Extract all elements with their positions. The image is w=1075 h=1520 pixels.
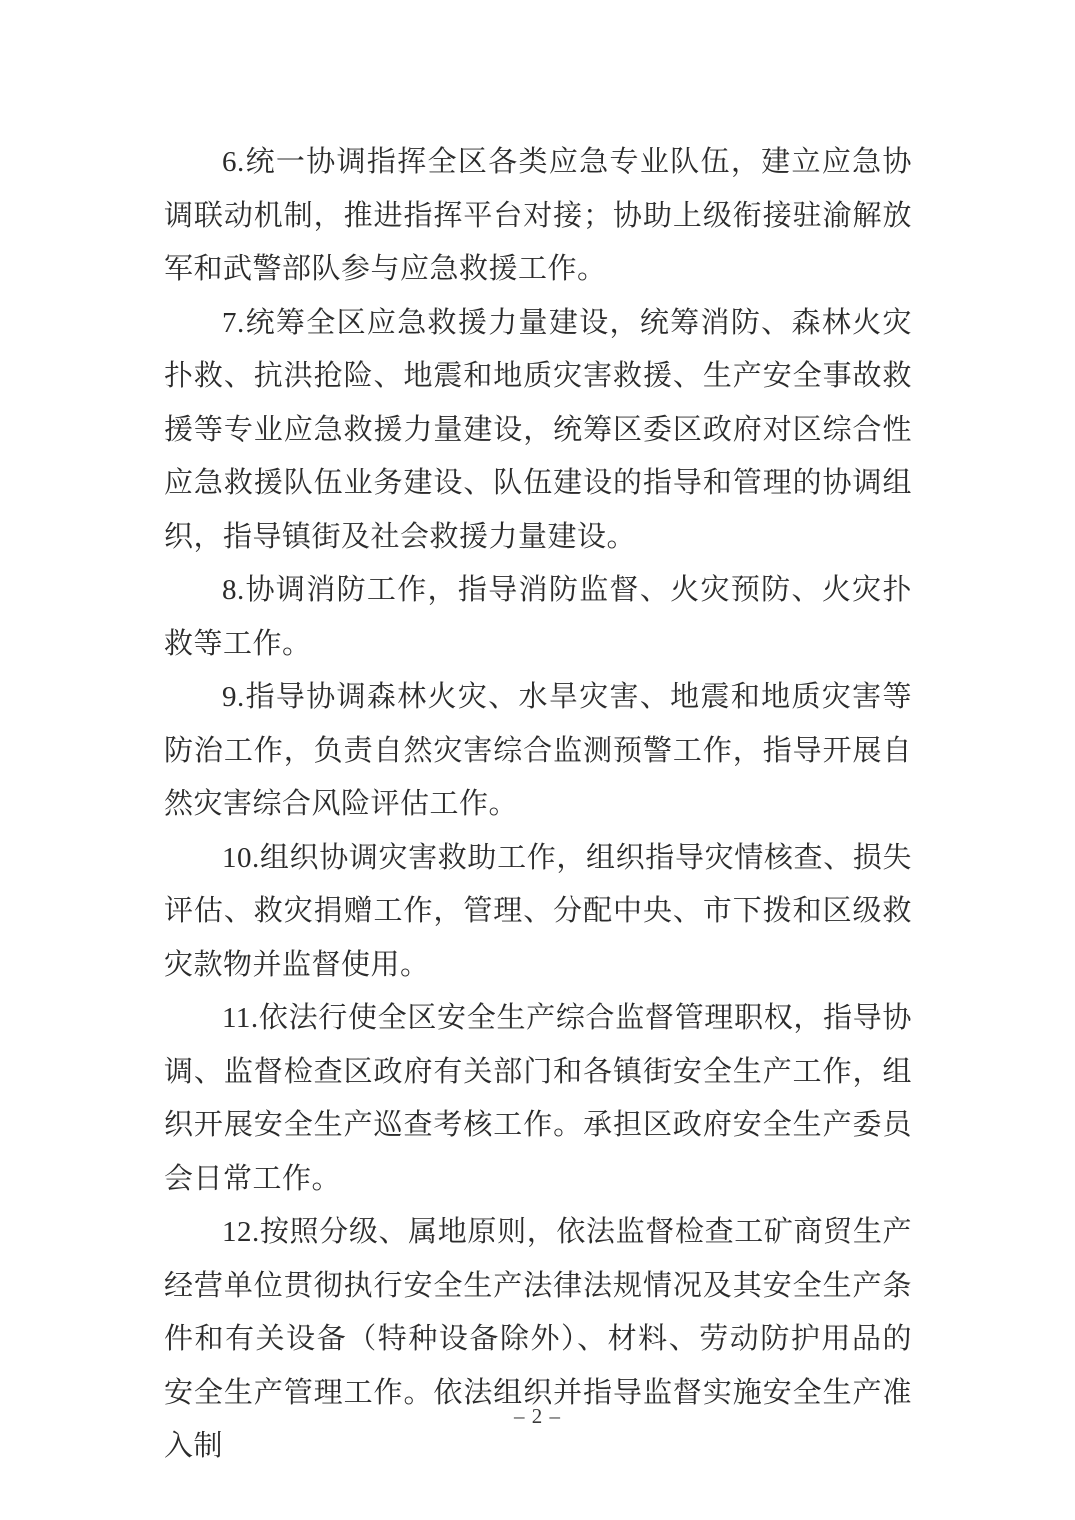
paragraph-item-11: 11.依法行使全区安全生产综合监督管理职权，指导协调、监督检查区政府有关部门和各镇街安全生产工作，组织开展安全生产巡查考核工作。承担区政府安全生产委员会日常工作。 [164,1002,912,1195]
paragraph-item-7: 7.统筹全区应急救援力量建设，统筹消防、森林火灾扑救、抗洪抢险、地震和地质灾害救援、生产安全事故救援等专业应急救援力量建设，统筹区委区政府对区综合性应急救援队伍业务建设、队伍建设的指导和管理的协调组织，指导镇街及社会救援力量建设。 [164,306,912,553]
paragraph-item-6: 6.统一协调指挥全区各类应急专业队伍，建立应急协调联动机制，推进指挥平台对接；协助上级衔接驻渝解放军和武警部队参与应急救援工作。 [164,146,912,285]
paragraph-item-12: 12.按照分级、属地原则，依法监督检查工矿商贸生产经营单位贯彻执行安全生产法律法规情况及其安全生产条件和有关设备（特种设备除外）、材料、劳动防护用品的安全生产管理工作。依法组织并指导监督实施安全生产准入制 [164,1216,912,1462]
paragraph-item-10: 10.组织协调灾害救助工作，组织指导灾情核查、损失评估、救灾捐赠工作，管理、分配中央、市下拨和区级救灾款物并监督使用。 [164,841,912,981]
paragraph-item-9: 9.指导协调森林火灾、水旱灾害、地震和地质灾害等防治工作，负责自然灾害综合监测预警工作，指导开展自然灾害综合风险评估工作。 [164,681,912,820]
page-number: – 2 – [514,1404,561,1428]
document-body [164,136,912,1474]
paragraph-item-8: 8.协调消防工作，指导消防监督、火灾预防、火灾扑救等工作。 [164,574,912,660]
